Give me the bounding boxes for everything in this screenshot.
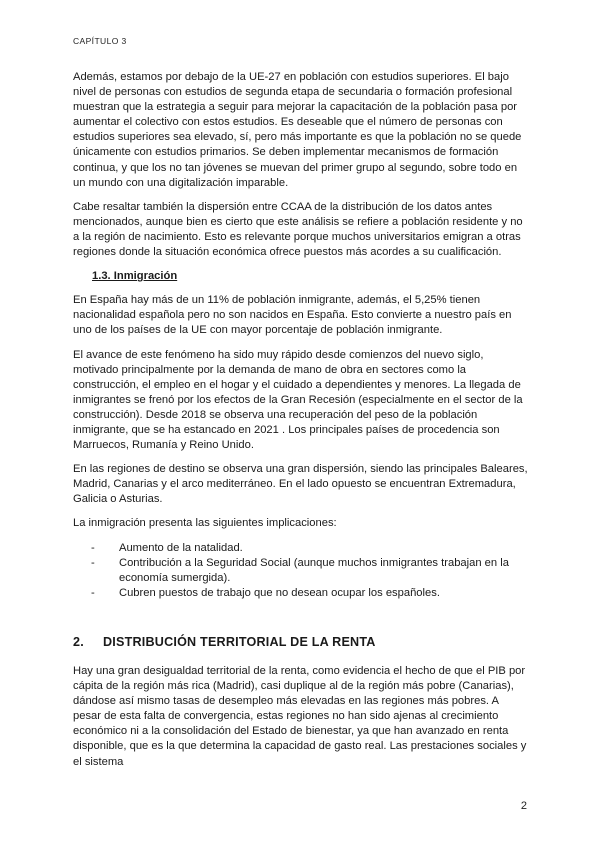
- list-item: [91, 586, 529, 601]
- section-title-income-distribution: [73, 635, 529, 650]
- list-dash: -: [91, 556, 95, 569]
- paragraph-implications-intro: La inmigración presenta las siguientes implicaciones:: [73, 517, 337, 530]
- implications-list: [91, 541, 529, 601]
- subsection-title-immigration: 1.3. Inmigración: [92, 270, 178, 283]
- paragraph-income-inequality: Hay una gran desigualdad territorial de la renta, como evidencia el hecho de que el PIB por cápita de la región más rica (Madrid), casi duplique al de la región más pobre (Canarias), dándose así mismo tasas de desempleo más elevadas en las regiones más pobres. A pesar de esta falta de convergencia, estas regiones no han sido ajenas al crecimiento económico ni a la consolidación del Estado de bienestar, ya que han avanzado en renta disponible, que es la que determina la capacidad de gasto real. Las prestaciones sociales y el sistema: [73, 665, 527, 768]
- page-body: [73, 70, 529, 779]
- paragraph-tertiary-education: Además, estamos por debajo de la UE-27 en población con estudios superiores. El bajo nivel de personas con estudios de segunda etapa de secundaria o formación profesional muestran que la estrategia a seguir para mejorar la capacitación de la población pasa por aumentar el colectivo con estos estudios. Es deseable que el número de personas con estudios superiores sea elevado, sí, pero más importante es que la población no se quede únicamente con estudios primarios. Se deben implementar mecanismos de formación continua, y que los no tan jóvenes se muevan del primer grupo al segundo, sobre todo en un mundo con una digitalización imparable.: [73, 71, 522, 189]
- list-item-text: Contribución a la Seguridad Social (aunque muchos inmigrantes trabajan en la economía sumergida).: [119, 556, 509, 584]
- page-number: 2: [520, 800, 527, 812]
- section-title-text: DISTRIBUCIÓN TERRITORIAL DE LA RENTA: [103, 634, 376, 649]
- chapter-header: CAPÍTULO 3: [73, 36, 127, 46]
- paragraph-ccaa-dispersion: Cabe resaltar también la dispersión entre CCAA de la distribución de los datos antes mencionados, aunque bien es cierto que este análisis se refiere a población residente y no a la región de nacimiento. Esto es relevante porque muchos universitarios emigran a otras regiones donde la situación económica ofrece puestos más acordes a su cualificación.: [73, 200, 523, 259]
- list-item: [91, 556, 529, 586]
- list-dash: -: [91, 586, 95, 599]
- list-dash: -: [91, 541, 95, 554]
- paragraph-immigration-share: En España hay más de un 11% de población inmigrante, además, el 5,25% tienen nacionalidad española pero no son nacidos en España. Esto convierte a nuestro país en uno de los países de la UE con mayor porcentaje de población inmigrante.: [73, 294, 512, 337]
- paragraph-immigration-evolution: El avance de este fenómeno ha sido muy rápido desde comienzos del nuevo siglo, motivado principalmente por la demanda de mano de obra en sectores como la construcción, el empleo en el hogar y el cuidado a dependientes y menores. La llegada de inmigrantes se frenó por los efectos de la Gran Recesión (especialmente en el sector de la construcción). Desde 2018 se observa una recuperación del peso de la población inmigrante, que se ha estancado en 2021 . Los principales países de procedencia son Marruecos, Rumanía y Reino Unido.: [73, 348, 523, 452]
- paragraph-regional-dispersion: En las regiones de destino se observa una gran dispersión, siendo las principales Baleares, Madrid, Canarias y el arco mediterráneo. En el lado opuesto se encuentran Extremadura, Galicia o Asturias.: [73, 463, 528, 506]
- list-item-text: Cubren puestos de trabajo que no desean ocupar los españoles.: [119, 586, 440, 599]
- list-item-text: Aumento de la natalidad.: [119, 541, 243, 554]
- list-item: [91, 541, 529, 556]
- section-number: 2.: [73, 634, 84, 649]
